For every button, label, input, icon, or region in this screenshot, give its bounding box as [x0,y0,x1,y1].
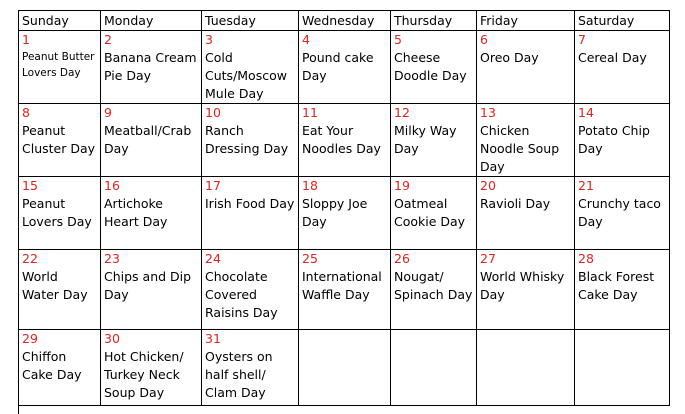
day-number: 30 [104,331,120,346]
day-cell [299,31,391,104]
day-number: 10 [205,105,221,120]
week-row [19,31,670,104]
day-event: World Water Day [22,269,88,302]
day-number: 14 [578,105,594,120]
day-event: Black Forest Cake Day [578,269,655,302]
day-event: Milky Way Day [394,123,457,156]
day-event: Peanut Lovers Day [22,196,92,229]
day-number: 5 [394,32,402,47]
day-number: 19 [394,178,410,193]
day-cell [101,177,202,250]
day-number: 22 [22,251,38,266]
day-event: Hot Chicken/ Turkey Neck Soup Day [104,349,184,400]
day-event: Cold Cuts/Moscow Mule Day [205,50,287,101]
week-row [19,177,670,250]
day-number: 27 [480,251,496,266]
day-cell [299,104,391,177]
empty-day-cell [477,330,575,406]
day-number: 13 [480,105,496,120]
day-cell [19,250,101,330]
day-event: Ravioli Day [480,196,551,211]
day-number: 8 [22,105,30,120]
day-cell [391,177,477,250]
weekday-header-row [19,11,670,31]
day-event: Banana Cream Pie Day [104,50,197,83]
day-event: Oysters on half shell/ Clam Day [205,349,273,400]
day-event: Cheese Doodle Day [394,50,467,83]
day-event: International Waffle Day [302,269,382,302]
day-event: Oatmeal Cookie Day [394,196,466,229]
day-event: World Whisky Day [480,269,565,302]
day-number: 29 [22,331,38,346]
day-cell [391,104,477,177]
day-cell [477,177,575,250]
day-event: Peanut Butter Lovers Day [22,51,95,79]
day-cell [575,250,670,330]
day-event: Potato Chip Day [578,123,650,156]
weekday-header-tuesday: Tuesday [202,11,299,31]
day-cell [391,31,477,104]
day-cell [575,31,670,104]
day-cell [101,104,202,177]
day-cell [575,104,670,177]
empty-day-cell [391,330,477,406]
empty-day-cell [575,330,670,406]
day-event: Eat Your Noodles Day [302,123,381,156]
day-cell [202,31,299,104]
day-event: Ranch Dressing Day [205,123,289,156]
day-number: 12 [394,105,410,120]
weekday-header-friday: Friday [477,11,575,31]
week-row [19,330,670,406]
day-event: Peanut Cluster Day [22,123,96,156]
day-cell [19,330,101,406]
day-number: 28 [578,251,594,266]
day-event: Artichoke Heart Day [104,196,168,229]
day-cell [19,31,101,104]
weekday-header-wednesday: Wednesday [299,11,391,31]
day-event: Chocolate Covered Raisins Day [205,269,278,320]
day-number: 20 [480,178,496,193]
day-cell [477,31,575,104]
weekday-header-sunday: Sunday [19,11,101,31]
day-cell [477,250,575,330]
day-number: 25 [302,251,318,266]
week-row [19,104,670,177]
day-number: 24 [205,251,221,266]
day-number: 2 [104,32,112,47]
day-event: Oreo Day [480,50,539,65]
day-number: 6 [480,32,488,47]
day-cell [202,177,299,250]
table-edge-line [18,404,19,414]
day-event: Chiffon Cake Day [22,349,82,382]
day-number: 18 [302,178,318,193]
day-event: Irish Food Day [205,196,295,211]
day-cell [575,177,670,250]
day-cell [19,177,101,250]
day-cell [19,104,101,177]
day-cell [202,104,299,177]
day-number: 31 [205,331,221,346]
day-cell [391,250,477,330]
day-cell [477,104,575,177]
day-event: Cereal Day [578,50,647,65]
day-number: 1 [22,32,30,47]
day-event: Meatball/Crab Day [104,123,192,156]
day-number: 21 [578,178,594,193]
week-row [19,250,670,330]
day-number: 16 [104,178,120,193]
day-number: 11 [302,105,318,120]
day-number: 3 [205,32,213,47]
day-event: Nougat/ Spinach Day [394,269,473,302]
weekday-header-saturday: Saturday [575,11,670,31]
weekday-header-monday: Monday [101,11,202,31]
day-cell [202,330,299,406]
day-number: 23 [104,251,120,266]
day-number: 26 [394,251,410,266]
day-cell [101,330,202,406]
day-number: 15 [22,178,38,193]
day-event: Crunchy taco Day [578,196,661,229]
calendar-table [18,10,670,406]
empty-day-cell [299,330,391,406]
day-cell [299,250,391,330]
day-cell [299,177,391,250]
day-cell [202,250,299,330]
day-cell [101,250,202,330]
weekday-header-thursday: Thursday [391,11,477,31]
day-event: Chicken Noodle Soup Day [480,123,560,174]
day-event: Sloppy Joe Day [302,196,368,229]
day-event: Chips and Dip Day [104,269,192,302]
day-event: Pound cake Day [302,50,374,83]
day-cell [101,31,202,104]
day-number: 7 [578,32,586,47]
day-number: 17 [205,178,221,193]
day-number: 9 [104,105,112,120]
day-number: 4 [302,32,310,47]
